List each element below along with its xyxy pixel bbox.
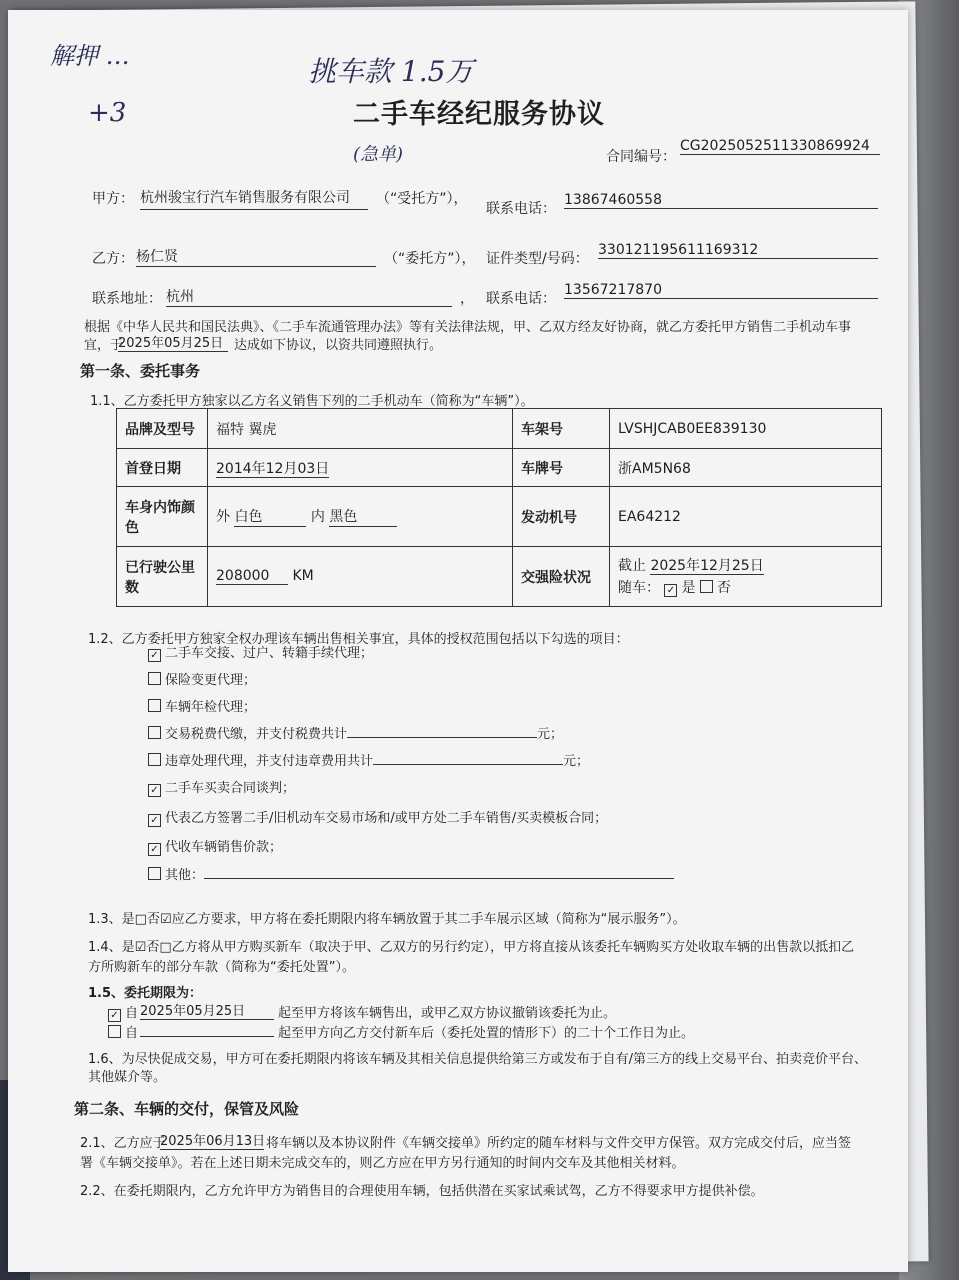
clause-1-3: 1.3、是□否☑应乙方要求，甲方将在委托期限内将车辆放置于其二手车展示区域（简称为“展示服务”）。 <box>88 912 686 927</box>
authorization-item <box>148 723 563 742</box>
preamble-line1: 根据《中华人民共和国民法典》、《二手车流通管理办法》等有关法律法规，甲、乙双方经友好协商，就乙方委托甲方销售二手机动车事 <box>84 320 852 335</box>
insurance-no-checkbox[interactable] <box>700 580 713 593</box>
article-1-heading: 第一条、委托事务 <box>80 362 201 380</box>
term-option-2-date <box>140 1020 274 1037</box>
plate-label: 车牌号 <box>513 449 610 487</box>
authorization-item-checkbox[interactable] <box>148 867 161 880</box>
address-value: 杭州 <box>166 286 452 307</box>
amount-blank <box>347 723 537 738</box>
authorization-item-label: 二手车交接、过户、转籍手续代理； <box>165 646 374 661</box>
term-option-1-checkbox[interactable]: ✓ <box>108 1009 121 1022</box>
mileage-value: 208000 <box>216 568 288 585</box>
interior-color: 黑色 <box>329 506 397 527</box>
vehicle-info-table <box>116 408 882 607</box>
handwritten-note-plus3: +3 <box>88 98 127 128</box>
authorization-item-label: 代收车辆销售价款； <box>165 840 283 855</box>
other-blank <box>204 864 674 879</box>
party-b-role: （“委托方”）， <box>384 251 476 267</box>
authorization-item <box>148 696 256 715</box>
clause-1-2: 1.2、乙方委托甲方独家全权办理该车辆出售相关事宜，具体的授权范围包括以下勾选的项目： <box>88 632 629 647</box>
authorization-item-label: 二手车买卖合同谈判； <box>165 781 296 796</box>
authorization-item <box>148 750 589 769</box>
clause-2-1-start: 2.1、乙方应于 <box>80 1136 166 1151</box>
mileage-label: 已行驶公里数 <box>117 547 208 607</box>
authorization-item-label: 其他： <box>165 868 205 883</box>
amount-unit: 元； <box>563 754 590 769</box>
mileage-unit: KM <box>292 568 314 584</box>
clause-1-6-line2: 其他媒介等。 <box>88 1070 167 1085</box>
insurance-label: 交强险状况 <box>513 547 610 607</box>
insurance-until-label: 截止 <box>618 557 646 574</box>
authorization-item <box>148 642 373 662</box>
insurance-yes-label: 是 <box>681 579 696 596</box>
contract-page: 解押 … +3 挑车款 1.5万 (急单) 二手车经纪服务协议 合同编号： CG20250525113308699​24 甲方： 杭州骏宝行汽车销售服务有限公司 （“受托方”）， 联系电话： 13867460558 乙方： 杨仁贤 （“委托方”）， 证件类型/号码： 330121195611169312 联系地址： 杭州 ， 联系电话： 13567217870 根据《中华人民共和国民法典》、《二手车流通管理办法》等有关法律法规，甲、乙双方经友好协商，就乙方委托甲方销售二手机动车事 宜，于 2025年05月25日 达成如下协议，以资共同遵照执行。 第一条、委托事务 1.1、乙方委托甲方独家以乙方名义销售下列的二手机动车（简称为“车辆”）。 品牌及型号 福特 翼虎 车架号 LVSHJCAB0EE839130 首登日期 2014年12月03日 车牌号 浙AM5N68 车身内饰颜色 外 白色 内 黑色 发动机号 EA64212 已行驶公里数 208000 KM 交强险状况 截止 2025年12月25日 随车： ✓ 是 否 1.2、乙方委托甲方独家全权办理该车辆出售相关事宜，具体的授权范围包括以下勾选的项目： ✓ 二手车交接、过户、转籍手续代理； 保险变更代理； 车辆年检代理； 交易税费代缴，并支付税费共计 元； 违章处理代理，并支付违章费用共计 元； ✓ 二手车买卖合同谈判； ✓ 代表乙方签署二手/旧机动车交易市场和/或甲方处二手车销售/买卖模板合同； ✓ 代收车辆销售价款； 其他： 1.3、是□否☑应乙方要求，甲方将在委托期限内将车辆放置于其二手车展示区域（简称为“展示服务”）。 1.4、是☑否□乙方将从甲方购买新车（取决于甲、乙双方的另行约定），甲方将直接从该委托车辆购买方处收取车辆的出售款以抵扣乙 方所购新车的部分车款（简称为“委托处置”）。 1.5、委托期限为： ✓ 自 2025年05月25日 起至甲方将该车辆售出，或甲乙双方协议撤销该委托为止。 自 起至甲方向乙方交付新车后（委托处置的情形下）的二十个工作日为止。 1.6、为尽快促成交易，甲方可在委托期限内将该车辆及其相关信息提供给第三方或发布于自有/第三方的线上交易平台、拍卖竞价平台、 其他媒介等。 第二条、车辆的交付，保管及风险 2.1、乙方应于 2025年06月13日 将车辆以及本协议附件《车辆交接单》所约定的随车材料与文件交甲方保管。双方完成交付后，应当签 署《车辆交接单》。若在上述日期未完成交车的，则乙方应在甲方另行通知的时间内交车及其他相关材料。 2.2、在委托期限内，乙方允许甲方为销售目的合理使用车辆，包括供潜在买家试乘试驾，乙方不得要求甲方提供补偿。 <box>8 10 908 1272</box>
party-a-phone: 13867460558 <box>564 192 878 209</box>
party-b-id-label: 证件类型/号码： <box>486 251 589 267</box>
party-a-phone-label: 联系电话： <box>486 201 556 217</box>
address-label: 联系地址： <box>92 291 162 307</box>
clause-1-4-line1: 1.4、是☑否□乙方将从甲方购买新车（取决于甲、乙双方的另行约定），甲方将直接从该委托车辆购买方处收取车辆的出售款以抵扣乙 <box>88 940 855 955</box>
handwritten-note-urgent: (急单) <box>353 144 404 165</box>
preamble-date: 2025年05月25日 <box>118 332 228 352</box>
engine-label: 发动机号 <box>513 487 610 547</box>
document-title: 二手车经纪服务协议 <box>353 99 605 130</box>
amount-blank <box>373 750 563 765</box>
authorization-item-label: 保险变更代理； <box>165 673 257 688</box>
amount-unit: 元； <box>537 727 564 742</box>
contract-no-value: CG20250525113308699​24 <box>680 138 880 155</box>
clause-2-1-line2: 署《车辆交接单》。若在上述日期未完成交车的，则乙方应在甲方另行通知的时间内交车及其他相关材料。 <box>80 1156 685 1171</box>
term-option-2-text: 起至甲方向乙方交付新车后（委托处置的情形下）的二十个工作日为止。 <box>278 1026 695 1041</box>
authorization-item <box>148 807 607 827</box>
article-2-heading: 第二条、车辆的交付，保管及风险 <box>74 1100 300 1118</box>
plate-value: 浙AM5N68 <box>610 449 882 487</box>
party-b-id: 330121195611169312 <box>598 242 878 259</box>
authorization-item-label: 车辆年检代理； <box>165 700 257 715</box>
vin-label: 车架号 <box>513 409 610 449</box>
term-option-1-from: 自 <box>125 1006 139 1021</box>
clause-1-5: 1.5、委托期限为： <box>88 986 203 1001</box>
party-a-label: 甲方： <box>92 191 134 207</box>
party-b-label: 乙方： <box>92 251 134 267</box>
authorization-item-checkbox[interactable]: ✓ <box>148 649 161 662</box>
party-a-name: 杭州骏宝行汽车销售服务有限公司 <box>140 188 368 210</box>
clause-2-1-end: 将车辆以及本协议附件《车辆交接单》所约定的随车材料与文件交甲方保管。双方完成交付后，应当签 <box>266 1136 852 1151</box>
clause-2-2: 2.2、在委托期限内，乙方允许甲方为销售目的合理使用车辆，包括供潜在买家试乘试驾，乙方不得要求甲方提供补偿。 <box>80 1184 764 1199</box>
party-b-phone-label: 联系电话： <box>486 291 556 307</box>
delivery-date: 2025年06月13日 <box>160 1130 264 1150</box>
authorization-item-label: 违章处理代理，并支付违章费用共计 <box>165 754 374 769</box>
insurance-yes-checkbox[interactable]: ✓ <box>664 584 677 597</box>
insurance-until-date: 2025年12月25日 <box>650 557 764 574</box>
color-label: 车身内饰颜色 <box>117 487 208 547</box>
handwritten-note-top-left: 解押 … <box>50 42 130 70</box>
authorization-item <box>148 836 282 856</box>
authorization-item <box>148 669 256 688</box>
exterior-label: 外 <box>216 509 230 525</box>
authorization-item-checkbox[interactable] <box>148 672 161 685</box>
insurance-no-label: 否 <box>716 579 731 596</box>
clause-1-6-line1: 1.6、为尽快促成交易，甲方可在委托期限内将该车辆及其相关信息提供给第三方或发布于自有/第三方的线上交易平台、拍卖竞价平台、 <box>88 1052 868 1067</box>
insurance-with-label: 随车： <box>618 579 660 596</box>
term-start-date: 2025年05月25日 <box>140 1000 274 1020</box>
term-option-2-checkbox[interactable] <box>108 1025 121 1038</box>
contract-no-label: 合同编号： <box>606 149 676 165</box>
clause-1-4-line2: 方所购新车的部分车款（简称为“委托处置”）。 <box>88 960 355 975</box>
authorization-item-checkbox[interactable]: ✓ <box>148 843 161 856</box>
authorization-item-checkbox[interactable]: ✓ <box>148 784 161 797</box>
authorization-item-checkbox[interactable]: ✓ <box>148 814 161 827</box>
vin-value: LVSHJCAB0EE839130 <box>610 409 882 449</box>
authorization-item-label: 代表乙方签署二手/旧机动车交易市场和/或甲方处二手车销售/买卖模板合同； <box>165 811 608 826</box>
reg-date-label: 首登日期 <box>117 449 208 487</box>
party-b-phone: 13567217870 <box>564 282 878 299</box>
preamble-line2-start: 宜，于 <box>84 338 124 353</box>
clause-1-1: 1.1、乙方委托甲方独家以乙方名义销售下列的二手机动车（简称为“车辆”）。 <box>90 394 534 409</box>
brand-value: 福特 翼虎 <box>208 409 513 449</box>
authorization-item <box>148 777 295 797</box>
party-a-role: （“受托方”）， <box>376 191 468 207</box>
authorization-item-checkbox[interactable] <box>148 726 161 739</box>
authorization-item <box>148 864 674 883</box>
party-b-name: 杨仁贤 <box>136 246 376 267</box>
authorization-item-checkbox[interactable] <box>148 753 161 766</box>
brand-label: 品牌及型号 <box>117 409 208 449</box>
term-option-2-from: 自 <box>125 1026 139 1041</box>
preamble-line2-end: 达成如下协议，以资共同遵照执行。 <box>234 338 443 353</box>
interior-label: 内 <box>310 509 325 525</box>
reg-date-value: 2014年12月03日 <box>216 460 330 477</box>
authorization-item-label: 交易税费代缴，并支付税费共计 <box>165 727 348 742</box>
term-option-1-text: 起至甲方将该车辆售出，或甲乙双方协议撤销该委托为止。 <box>278 1006 617 1021</box>
handwritten-note-amount: 挑车款 1.5万 <box>308 55 474 88</box>
authorization-item-checkbox[interactable] <box>148 699 161 712</box>
engine-value: EA64212 <box>610 487 882 547</box>
exterior-color: 白色 <box>234 506 306 527</box>
